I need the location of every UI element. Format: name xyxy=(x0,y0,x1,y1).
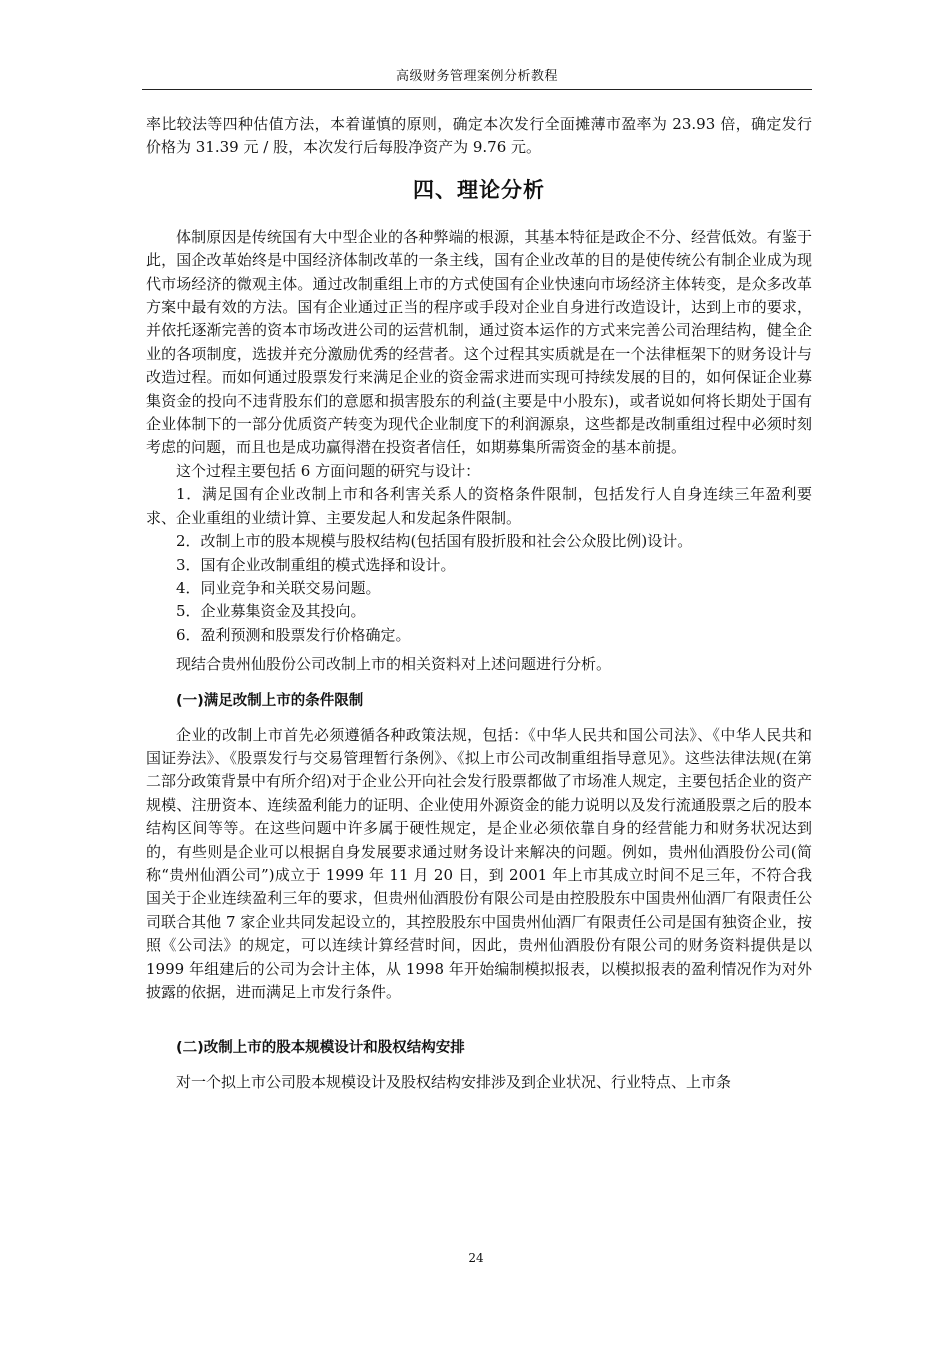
page-number: 24 xyxy=(468,1251,484,1265)
list-item: 1．满足国有企业改制上市和各利害关系人的资格条件限制，包括发行人自身连续三年盈利要求、企业重组的业绩计算、主要发起人和发起条件限制。 xyxy=(146,485,812,527)
numbered-list xyxy=(146,483,812,647)
subsection-heading-2: (二)改制上市的股本规模设计和股权结构安排 xyxy=(176,1040,465,1057)
subsection-1-paragraph: 企业的改制上市首先必须遵循各种政策法规，包括：《中华人民共和国公司法》、《中华人民共和国证券法》、《股票发行与交易管理暂行条例》、《拟上市公司改制重组指导意见》。这些法律法规(在第二部分政策背景中有所介绍)对于企业公开向社会发行股票都做了市场准人规定，主要包括企业的资产规模、注册资本、连续盈利能力的证明、企业使用外源资金的能力说明以及发行流通股票之后的股本结构区间等等。在这些问题中许多属于硬性规定，是企业必须依靠自身的经营能力和财务状况达到的，有些则是企业可以根据自身发展要求通过财务设计来解决的问题。例如，贵州仙酒股份公司(简称“贵州仙酒公司”)成立于 1999 年 11 月 20 日，到 2001 年上市其成立时间不足三年，不符合我国关于企业连续盈利三年的要求，但贵州仙酒股份有限公司是由控股股东中国贵州仙酒厂有限责任公司联合其他 7 家企业共同发起设立的，其控股股东中国贵州仙酒厂有限责任公司是国有独资企业，按照《公司法》的规定，可以连续计算经营时间，因此，贵州仙酒股份有限公司的财务资料提供是以 1999 年组建后的公司为会计主体，从 1998 年开始编制模拟报表，以模拟报表的盈利情况作为对外披露的依据，进而满足上市发行条件。 xyxy=(146,725,812,1001)
page-content xyxy=(146,113,812,1095)
running-header: 高级财务管理案例分析教程 xyxy=(395,69,558,84)
body-paragraph-1: 体制原因是传统国有大中型企业的各种弊端的根源，其基本特征是政企不分、经营低效。有鉴于此，国企改革始终是中国经济体制改革的一条主线，国有企业改革的目的是使传统公有制企业成为现代市场经济的微观主体。通过改制重组上市的方式使国有企业快速向市场经济主体转变，是众多改革方案中最有效的方法。国有企业通过正当的程序或手段对企业自身进行改造设计，达到上市的要求，并依托逐渐完善的资本市场改进公司的运营机制，通过资本运作的方式来完善公司治理结构，健全企业的各项制度，选拔并充分激励优秀的经营者。这个过程其实质就是在一个法律框架下的财务设计与改造过程。而如何通过股票发行来满足企业的资金需求进而实现可持续发展的目的，如何保证企业募集资金的投向不违背股东们的意愿和损害股东的利益(主要是中小股东)，或者说如何将长期处于国有企业体制下的一部分优质资产转变为现代企业制度下的利润源泉，这些都是改制重组过程中必须时刻考虑的问题，而且也是成功赢得潜在投资者信任，如期募集所需资金的基本前提。 xyxy=(146,227,812,457)
list-item: 2．改制上市的股本规模与股权结构(包括国有股折股和社会公众股比例)设计。 xyxy=(176,532,693,551)
header-rule xyxy=(142,89,812,90)
list-item: 5．企业募集资金及其投向。 xyxy=(176,602,366,621)
list-item: 6．盈利预测和股票发行价格确定。 xyxy=(176,625,411,644)
subsection-2-paragraph: 对一个拟上市公司股本规模设计及股权结构安排涉及到企业状况、行业特点、上市条 xyxy=(176,1073,732,1092)
body-paragraph-3: 现结合贵州仙股份公司改制上市的相关资料对上述问题进行分析。 xyxy=(176,655,612,674)
intro-paragraph: 率比较法等四种估值方法，本着谨慎的原则，确定本次发行全面摊薄市盈率为 23.93 倍，确定发行价格为 31.39 元 / 股，本次发行后每股净资产为 9.76 元。 xyxy=(146,115,812,157)
section-title: 四、理论分析 xyxy=(413,177,545,202)
list-item: 3．国有企业改制重组的模式选择和设计。 xyxy=(176,555,456,574)
subsection-heading-1: (一)满足改制上市的条件限制 xyxy=(176,692,364,709)
body-paragraph-2: 这个过程主要包括 6 方面问题的研究与设计： xyxy=(176,461,481,480)
list-item: 4．同业竞争和关联交易问题。 xyxy=(176,578,381,597)
